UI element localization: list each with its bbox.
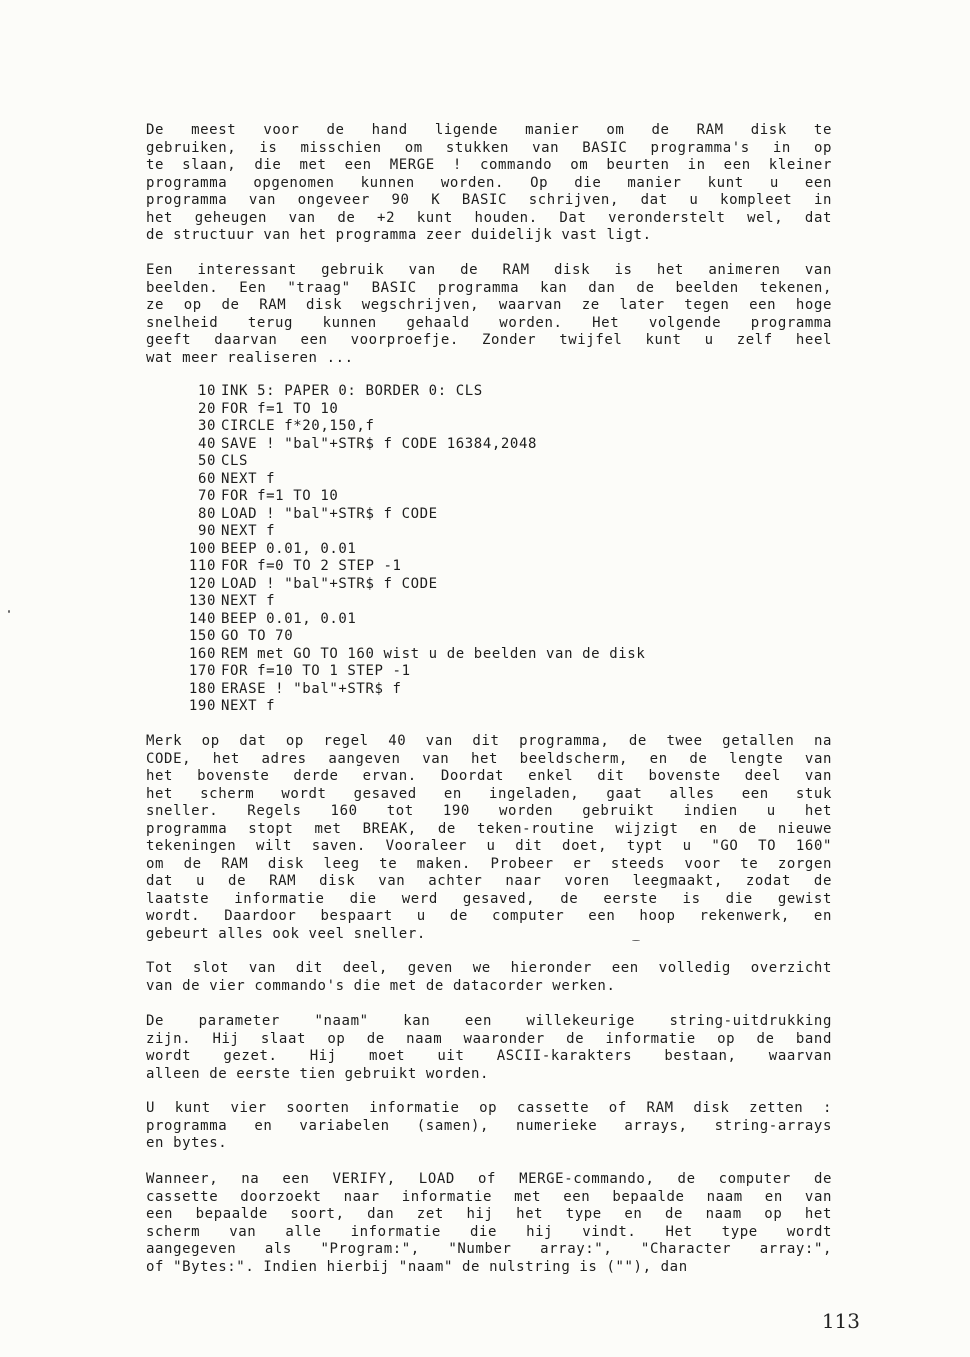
text-line: beelden. Een "traag" BASIC programma kan dan de beelden tekenen, bbox=[146, 279, 832, 296]
basic-statement: NEXT f bbox=[221, 523, 276, 539]
text-line: scherm van alle informatie die hij vindt. Het type wordt bbox=[146, 1223, 832, 1240]
paragraph-program-explanation bbox=[146, 733, 832, 943]
line-number: 10 bbox=[197, 383, 216, 399]
text-line: te slaan, die met een MERGE ! commando om beurten in een kleiner bbox=[146, 157, 832, 173]
program-line bbox=[186, 488, 826, 506]
line-number: 170 bbox=[188, 663, 216, 679]
text-line: een bepaalde soort, dan zet hij het type en de naam op het bbox=[146, 1206, 832, 1222]
line-number: 60 bbox=[197, 470, 216, 487]
basic-statement: FOR f=10 TO 1 STEP -1 bbox=[221, 663, 411, 679]
program-line bbox=[186, 436, 826, 454]
program-line bbox=[186, 681, 826, 699]
text-line: tekeningen wilt saven. Vooraleer u dit doet, typt u "GO TO 160" bbox=[146, 838, 832, 854]
basic-statement: FOR f=1 TO 10 bbox=[221, 488, 339, 504]
program-line bbox=[186, 401, 826, 419]
line-number: 160 bbox=[188, 645, 216, 662]
text-line: programma stopt met BREAK, de teken-routine wijzigt en de nieuwe bbox=[146, 820, 832, 837]
text-line: gebruiken, is misschien om stukken van BASIC programma's in op bbox=[146, 139, 832, 156]
basic-statement: FOR f=1 TO 10 bbox=[221, 400, 339, 417]
line-number: 140 bbox=[188, 610, 216, 627]
line-number: 50 bbox=[197, 453, 216, 469]
text-line: wat meer realiseren ... bbox=[146, 349, 354, 366]
scan-speck bbox=[632, 940, 640, 941]
line-number: 40 bbox=[197, 435, 216, 452]
text-line: CODE, het adres aangeven van het beeldscherm, en de lengte van bbox=[146, 750, 832, 767]
program-line bbox=[186, 698, 826, 716]
text-line: dat u de RAM disk van achter naar voren leegmaakt, zodat de bbox=[146, 873, 832, 889]
basic-statement: LOAD ! "bal"+STR$ f CODE bbox=[221, 575, 438, 592]
line-number: 190 bbox=[188, 698, 216, 714]
paragraph-ram-disk-usage bbox=[146, 122, 832, 245]
text-line: wordt. Daardoor bespaart u de computer een hoop rekenwerk, en bbox=[146, 908, 832, 924]
paragraph-information-types bbox=[146, 1100, 832, 1153]
basic-statement: CIRCLE f*20,150,f bbox=[221, 418, 375, 434]
basic-statement: LOAD ! "bal"+STR$ f CODE bbox=[221, 505, 438, 522]
line-number: 20 bbox=[197, 400, 216, 417]
program-line bbox=[186, 611, 826, 629]
text-line: sneller. Regels 160 tot 190 worden gebruikt indien u het bbox=[146, 803, 832, 819]
paragraph-search-behaviour bbox=[146, 1171, 832, 1276]
text-line: Tot slot van dit deel, geven we hieronder een volledig overzicht bbox=[146, 960, 832, 976]
paragraph-animation bbox=[146, 262, 832, 367]
basic-statement: CLS bbox=[221, 453, 249, 469]
program-line bbox=[186, 558, 826, 576]
program-line bbox=[186, 646, 826, 664]
text-line: van de vier commando's die met de datacorder werken. bbox=[146, 977, 616, 994]
basic-statement: SAVE ! "bal"+STR$ f CODE 16384,2048 bbox=[221, 435, 538, 452]
program-line bbox=[186, 471, 826, 489]
text-line: en bytes. bbox=[146, 1135, 228, 1151]
scan-speck bbox=[8, 610, 10, 613]
basic-statement: ERASE ! "bal"+STR$ f bbox=[221, 680, 402, 697]
paragraph-naam-parameter bbox=[146, 1013, 832, 1083]
line-number: 120 bbox=[188, 575, 216, 592]
line-number: 100 bbox=[188, 540, 216, 557]
basic-statement: FOR f=0 TO 2 STEP -1 bbox=[221, 558, 402, 574]
line-number: 130 bbox=[188, 593, 216, 609]
text-line: zijn. Hij slaat op de naam waaronder de informatie op de band bbox=[146, 1030, 832, 1047]
program-line bbox=[186, 383, 826, 401]
text-line: om de RAM disk leeg te maken. Probeer er steeds voor te zorgen bbox=[146, 855, 832, 872]
text-line: laatste informatie die werd gesaved, de eerste is die gewist bbox=[146, 890, 832, 907]
line-number: 70 bbox=[197, 488, 216, 504]
line-number: 90 bbox=[197, 523, 216, 539]
program-line bbox=[186, 453, 826, 471]
text-line: programma opgenomen kunnen worden. Op die manier kunt u een bbox=[146, 174, 832, 191]
paragraph-command-overview bbox=[146, 960, 832, 995]
text-line: wordt gezet. Hij moet uit ASCII-karakters bestaan, waarvan bbox=[146, 1048, 832, 1064]
program-line bbox=[186, 523, 826, 541]
program-line bbox=[186, 593, 826, 611]
text-line: programma van ongeveer 90 K BASIC schrijven, dat u kompleet in bbox=[146, 192, 832, 208]
program-line bbox=[186, 576, 826, 594]
page-number: 113 bbox=[821, 1309, 860, 1333]
basic-statement: NEXT f bbox=[221, 470, 276, 487]
text-line: geeft daarvan een voorproefje. Zonder twijfel kunt u zelf heel bbox=[146, 332, 832, 348]
basic-statement: NEXT f bbox=[221, 593, 276, 609]
text-line: alleen de eerste tien gebruikt worden. bbox=[146, 1065, 490, 1082]
basic-statement: BEEP 0.01, 0.01 bbox=[221, 610, 357, 627]
text-line: het geheugen van de +2 kunt houden. Dat veronderstelt wel, dat bbox=[146, 209, 832, 226]
line-number: 30 bbox=[197, 418, 216, 434]
text-line: De parameter "naam" kan een willekeurige string-uitdrukking bbox=[146, 1013, 832, 1029]
text-line: U kunt vier soorten informatie op cassette of RAM disk zetten : bbox=[146, 1100, 832, 1116]
basic-statement: REM met GO TO 160 wist u de beelden van de disk bbox=[221, 645, 646, 662]
line-number: 80 bbox=[197, 505, 216, 522]
text-line: of "Bytes:". Indien hierbij "naam" de nulstring is (""), dan bbox=[146, 1258, 688, 1275]
text-line: het bovenste derde ervan. Doordat enkel dit bovenste deel van bbox=[146, 768, 832, 784]
text-line: het scherm wordt gesaved en ingeladen, gaat alles een stuk bbox=[146, 785, 832, 802]
text-line: cassette doorzoekt naar informatie met een bepaalde naam en van bbox=[146, 1188, 832, 1205]
program-line bbox=[186, 628, 826, 646]
text-line: Merk op dat op regel 40 van dit programma, de twee getallen na bbox=[146, 733, 832, 749]
text-line: De meest voor de hand ligende manier om de RAM disk te bbox=[146, 122, 832, 138]
text-line: Een interessant gebruik van de RAM disk is het animeren van bbox=[146, 262, 832, 278]
text-line: de structuur van het programma zeer duidelijk vast ligt. bbox=[146, 227, 652, 243]
text-line: snelheid terug kunnen gehaald worden. Het volgende programma bbox=[146, 314, 832, 331]
basic-statement: GO TO 70 bbox=[221, 628, 294, 644]
program-line bbox=[186, 418, 826, 436]
line-number: 150 bbox=[188, 628, 216, 644]
text-line: ze op de RAM disk wegschrijven, waarvan ze later tegen een hoge bbox=[146, 297, 832, 313]
text-line: aangegeven als "Program:", "Number array:", "Character array:", bbox=[146, 1241, 832, 1257]
program-line bbox=[186, 541, 826, 559]
line-number: 180 bbox=[188, 680, 216, 697]
basic-statement: INK 5: PAPER 0: BORDER 0: CLS bbox=[221, 383, 483, 399]
text-line: programma en variabelen (samen), numerieke arrays, string-arrays bbox=[146, 1117, 832, 1134]
basic-program-listing bbox=[186, 383, 826, 716]
text-line: gebeurt alles ook veel sneller. bbox=[146, 925, 426, 942]
text-line: Wanneer, na een VERIFY, LOAD of MERGE-commando, de computer de bbox=[146, 1171, 832, 1187]
program-line bbox=[186, 506, 826, 524]
basic-statement: NEXT f bbox=[221, 698, 276, 714]
line-number: 110 bbox=[188, 558, 216, 574]
program-line bbox=[186, 663, 826, 681]
basic-statement: BEEP 0.01, 0.01 bbox=[221, 540, 357, 557]
